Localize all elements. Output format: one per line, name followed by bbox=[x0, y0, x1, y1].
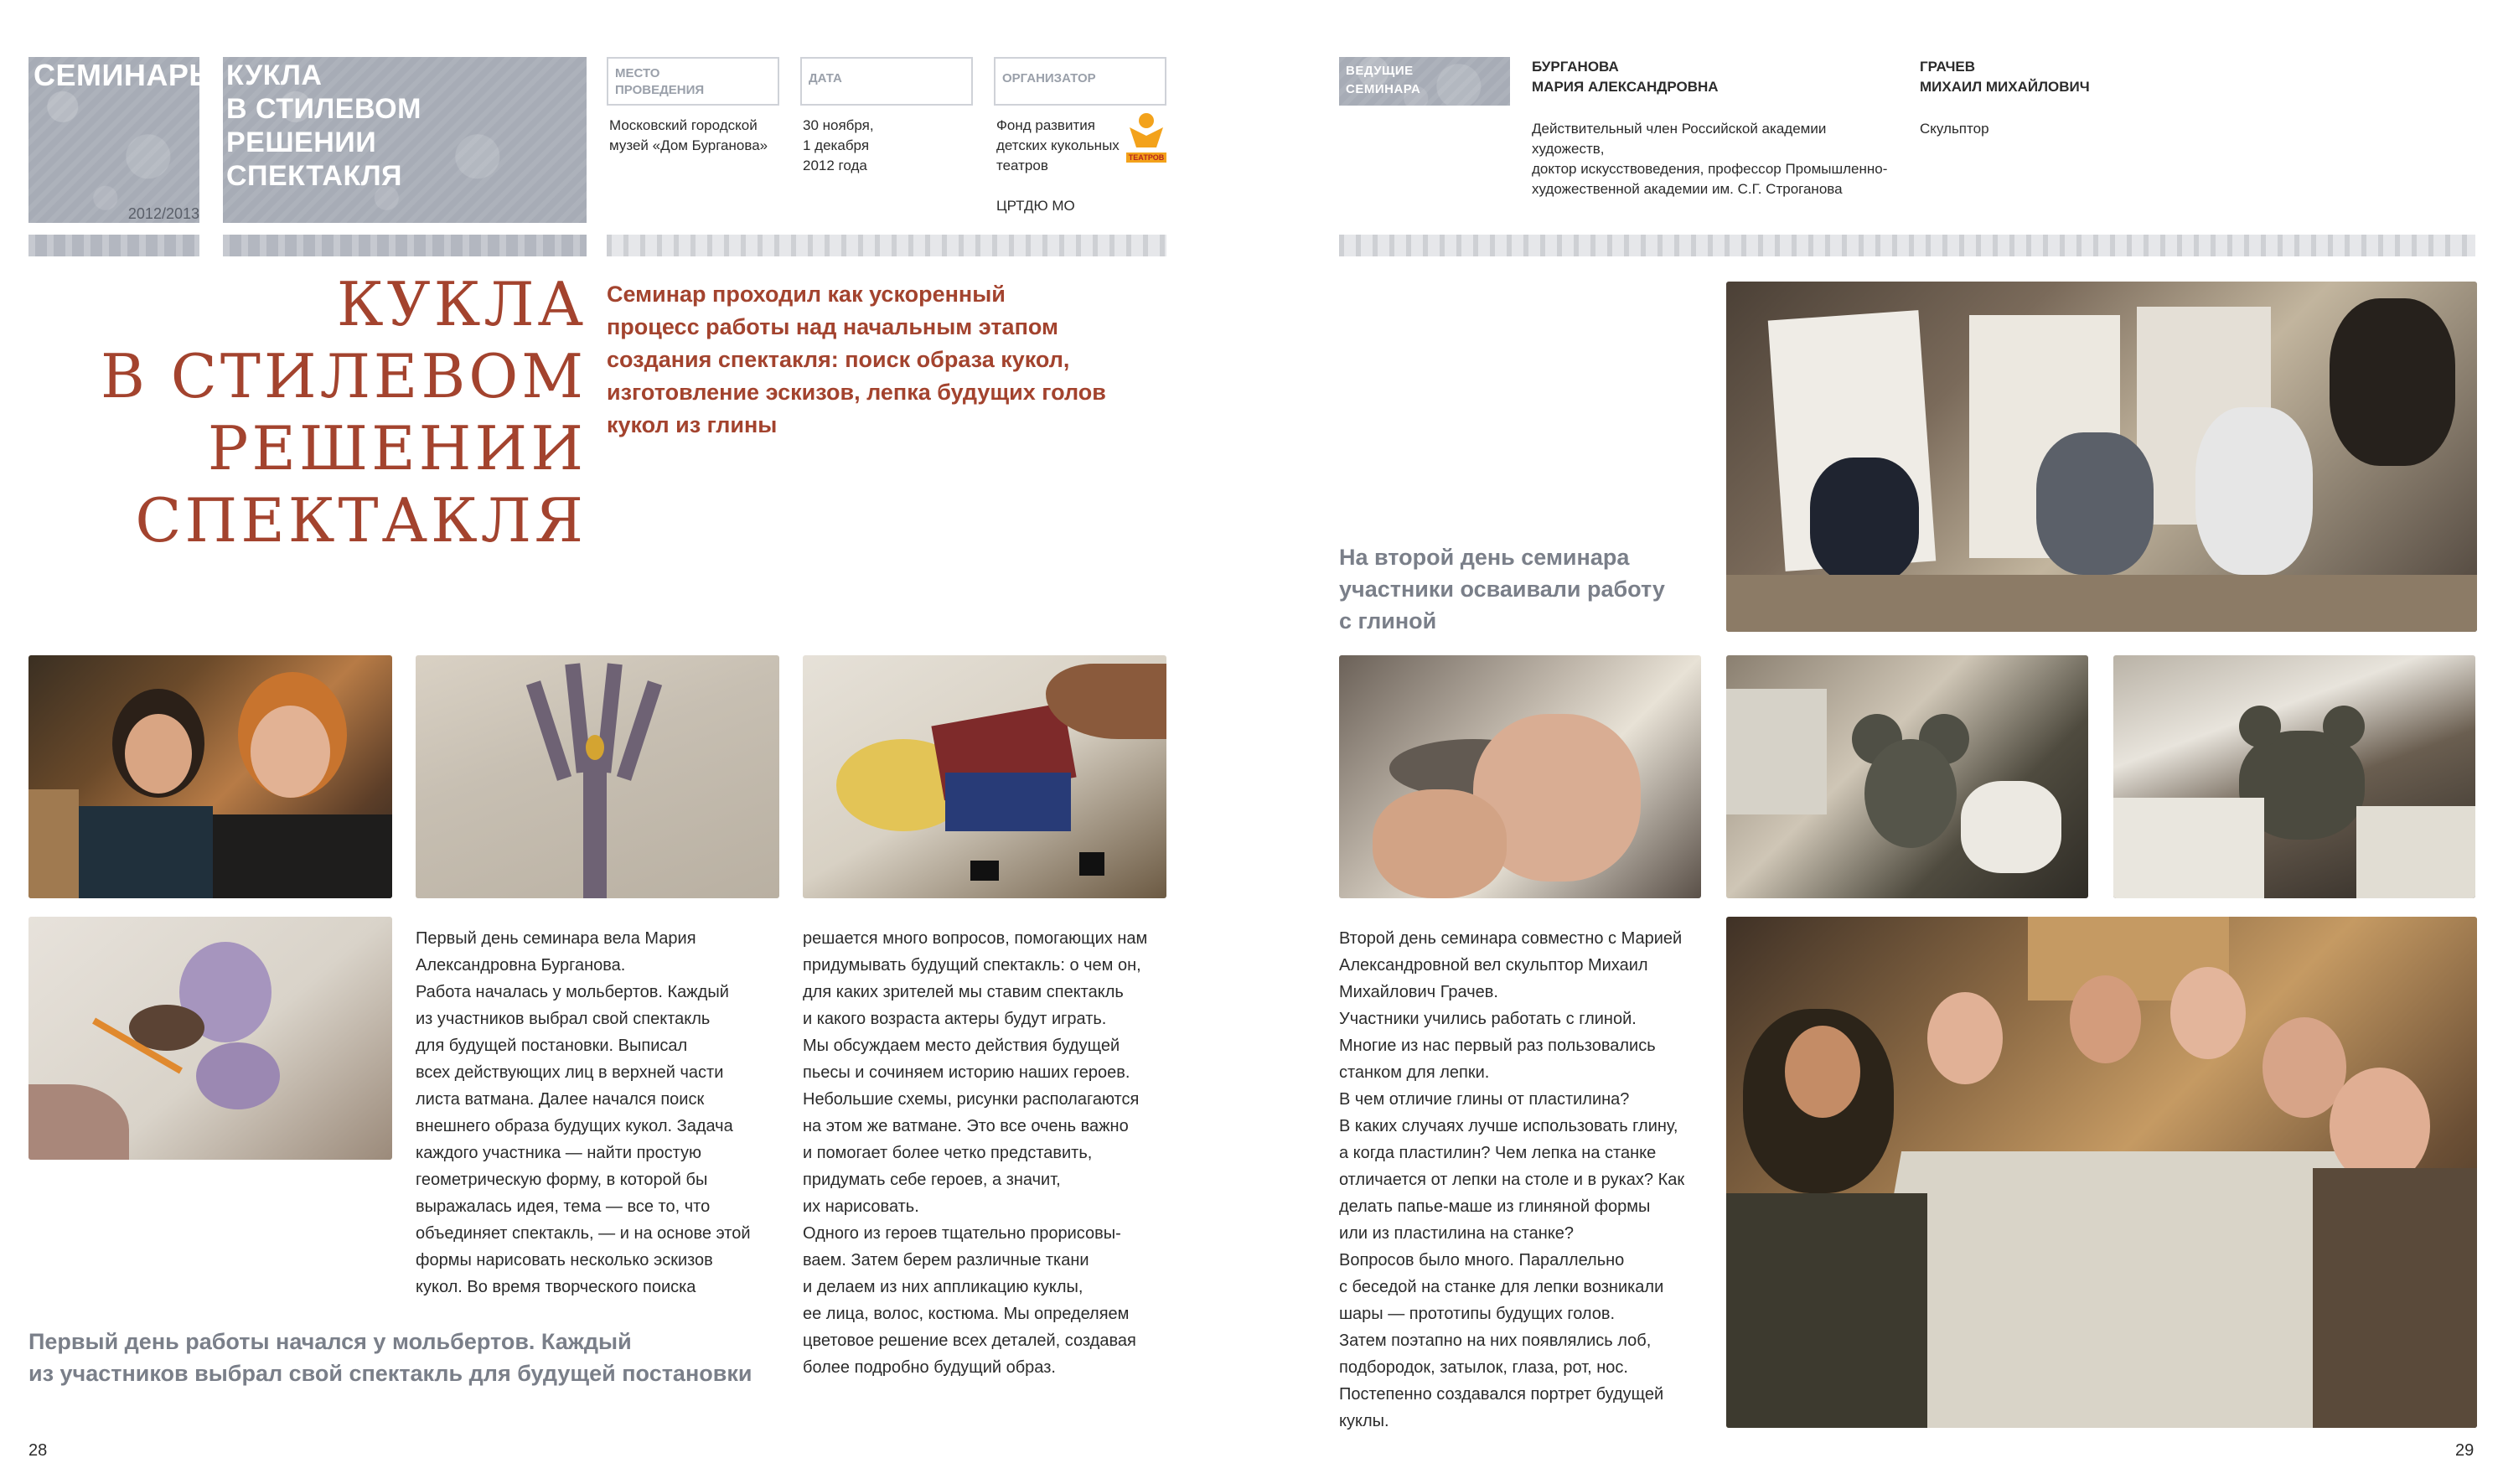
body-line: ее лица, волос, костюма. Мы определяем bbox=[803, 1305, 1130, 1323]
main-title bbox=[50, 268, 587, 556]
venue-text bbox=[609, 116, 768, 156]
caption-left bbox=[28, 1326, 783, 1389]
lead-line: создания спектакля: поиск образа кукол, bbox=[607, 347, 1070, 372]
main-title-line-4: СПЕКТАКЛЯ bbox=[135, 485, 587, 556]
body-column-1 bbox=[416, 925, 784, 1300]
ornament-strip-3 bbox=[607, 235, 1166, 256]
body-line: Александровной вел скульптор Михаил bbox=[1339, 956, 1648, 975]
body-line: внешнего образа будущих кукол. Задача bbox=[416, 1117, 733, 1135]
body-line: формы нарисовать несколько эскизов bbox=[416, 1251, 713, 1269]
body-line: шары — прототипы будущих голов. bbox=[1339, 1305, 1616, 1323]
body-line: Многие из нас первый раз пользовались bbox=[1339, 1037, 1656, 1055]
photo-tree-collage bbox=[416, 655, 779, 898]
body-line: листа ватмана. Далее начался поиск bbox=[416, 1090, 705, 1109]
body-line: выражалась идея, тема — все то, что bbox=[416, 1197, 711, 1216]
body-line: Второй день семинара совместно с Марией bbox=[1339, 929, 1683, 948]
leader-2-name-1: ГРАЧЕВ bbox=[1920, 59, 1976, 75]
leader-2 bbox=[1920, 57, 2288, 139]
body-line: отличается от лепки на столе и в руках? Как bbox=[1339, 1171, 1685, 1189]
body-line: и помогает более четко представить, bbox=[803, 1144, 1093, 1162]
date-text-line-3: 2012 года bbox=[803, 158, 867, 173]
main-title-line-3: РЕШЕНИИ bbox=[207, 413, 587, 483]
lead-line: Семинар проходил как ускоренный bbox=[607, 282, 1006, 307]
date-label: ДАТА bbox=[809, 71, 842, 85]
lead-line: изготовление эскизов, лепка будущих голов bbox=[607, 380, 1106, 405]
section-block bbox=[28, 57, 220, 223]
body-line: и делаем из них аппликацию куклы, bbox=[803, 1278, 1083, 1296]
photo-clay-frog bbox=[2113, 655, 2475, 898]
body-line: Участники учились работать с глиной. bbox=[1339, 1010, 1637, 1028]
title-block-line-2: В СТИЛЕВОМ bbox=[226, 93, 421, 125]
caption-right-line-2: участники осваивали работу bbox=[1339, 577, 1665, 602]
body-line: и какого возраста актеры будут играть. bbox=[803, 1010, 1107, 1028]
body-line: Первый день семинара вела Мария bbox=[416, 929, 696, 948]
body-line: или из пластилина на станке? bbox=[1339, 1224, 1575, 1243]
leader-2-name-2: МИХАИЛ МИХАЙЛОВИЧ bbox=[1920, 79, 2090, 95]
body-line: из участников выбрал свой спектакль bbox=[416, 1010, 711, 1028]
photo-fabric-applique bbox=[803, 655, 1166, 898]
body-line: подбородок, затылок, глаза, рот, нос. bbox=[1339, 1358, 1628, 1377]
body-line: Вопросов было много. Параллельно bbox=[1339, 1251, 1625, 1269]
body-line: Александровна Бурганова. bbox=[416, 956, 626, 975]
date-label-box bbox=[800, 57, 973, 106]
body-line: делать папье-маше из глиняной формы bbox=[1339, 1197, 1651, 1216]
venue-label-1: МЕСТО bbox=[615, 66, 660, 80]
body-line: Постепенно создавался портрет будущей bbox=[1339, 1385, 1664, 1404]
date-text-line-1: 30 ноября, bbox=[803, 117, 874, 133]
leaders-block bbox=[1339, 57, 1510, 106]
body-column-2 bbox=[803, 925, 1171, 1381]
body-line: с беседой на станке для лепки возникали bbox=[1339, 1278, 1664, 1296]
main-title-line-2: В СТИЛЕВОМ bbox=[101, 341, 587, 411]
organizer-text-line-3: театров bbox=[996, 158, 1048, 173]
organizer-label: ОРГАНИЗАТОР bbox=[1002, 71, 1096, 85]
organizer-text bbox=[996, 116, 1120, 216]
leader-1-desc-2: доктор искусствоведения, профессор Промышленно- bbox=[1532, 161, 1888, 177]
logo-text: ТЕАТРОВ bbox=[1128, 153, 1165, 162]
leaders-label-1: ВЕДУЩИЕ bbox=[1346, 64, 1414, 78]
leader-1-desc-3: художественной академии им. С.Г. Строганова bbox=[1532, 181, 1843, 197]
ornament-strip-1 bbox=[28, 235, 199, 256]
caption-right-line-3: с глиной bbox=[1339, 608, 1437, 633]
date-text bbox=[803, 116, 874, 176]
date-text-line-2: 1 декабря bbox=[803, 137, 870, 153]
lead-line: кукол из глины bbox=[607, 412, 778, 437]
ornament-strip-4 bbox=[1339, 235, 2475, 256]
body-line: на этом же ватмане. Это все очень важно bbox=[803, 1117, 1129, 1135]
leader-1-desc-1: Действительный член Российской академии художеств, bbox=[1532, 121, 1827, 157]
lead-line: процесс работы над начальным этапом bbox=[607, 314, 1058, 339]
body-line: Работа началась у мольбертов. Каждый bbox=[416, 983, 729, 1001]
title-block-line-3: РЕШЕНИИ bbox=[226, 127, 377, 158]
body-line: придумывать будущий спектакль: о чем он, bbox=[803, 956, 1141, 975]
body-line: куклы. bbox=[1339, 1412, 1389, 1430]
body-line: для будущей постановки. Выписал bbox=[416, 1037, 688, 1055]
leader-1-name-2: МАРИЯ АЛЕКСАНДРОВНА bbox=[1532, 79, 1719, 95]
body-line: станком для лепки. bbox=[1339, 1063, 1490, 1082]
section-year: 2012/2013 bbox=[127, 205, 199, 222]
ornament-strip-2 bbox=[223, 235, 587, 256]
body-line: а когда пластилин? Чем лепка на станке bbox=[1339, 1144, 1657, 1162]
photo-butterfly-sketch bbox=[28, 917, 392, 1160]
photo-drawing-at-easels bbox=[1726, 282, 2477, 632]
leader-2-desc: Скульптор bbox=[1920, 121, 1989, 137]
organizer-text-line-4: ЦРТДЮ МО bbox=[996, 198, 1075, 214]
page-number-left: 28 bbox=[28, 1441, 48, 1460]
body-line: В каких случаях лучше использовать глину, bbox=[1339, 1117, 1678, 1135]
photo-hands-clay bbox=[1339, 655, 1701, 898]
title-block-line-1: КУКЛА bbox=[226, 59, 323, 91]
title-block bbox=[223, 57, 587, 223]
leader-1 bbox=[1532, 57, 1901, 199]
caption-left-line-1: Первый день работы начался у мольбертов. Каждый bbox=[28, 1329, 632, 1354]
body-line: кукол. Во время творческого поиска bbox=[416, 1278, 696, 1296]
body-line: придумать себе героев, а значит, bbox=[803, 1171, 1061, 1189]
venue-text-line-1: Московский городской bbox=[609, 117, 758, 133]
body-line: пьесы и сочиняем историю наших героев. bbox=[803, 1063, 1130, 1082]
caption-left-line-2: из участников выбрал свой спектакль для будущей постановки bbox=[28, 1361, 752, 1386]
organizer-text-line-2: детских кукольных bbox=[996, 137, 1120, 153]
lead-paragraph bbox=[607, 278, 1177, 442]
body-line: для каких зрителей мы ставим спектакль bbox=[803, 983, 1124, 1001]
body-line: В чем отличие глины от пластилина? bbox=[1339, 1090, 1630, 1109]
venue-label-2: ПРОВЕДЕНИЯ bbox=[615, 83, 705, 97]
body-line: ваем. Затем берем различные ткани bbox=[803, 1251, 1089, 1269]
body-line: всех действующих лиц в верхней части bbox=[416, 1063, 724, 1082]
page-number-right: 29 bbox=[2455, 1441, 2475, 1460]
venue-text-line-2: музей «Дом Бурганова» bbox=[609, 137, 768, 153]
leader-1-name-1: БУРГАНОВА bbox=[1532, 59, 1619, 75]
organizer-text-line-1: Фонд развития bbox=[996, 117, 1095, 133]
body-line: Затем поэтапно на них появлялись лоб, bbox=[1339, 1331, 1652, 1350]
body-line: Михайлович Грачев. bbox=[1339, 983, 1498, 1001]
body-line: Небольшие схемы, рисунки располагаются bbox=[803, 1090, 1140, 1109]
caption-right bbox=[1339, 541, 1725, 637]
body-column-3 bbox=[1339, 925, 1716, 1435]
organizer-label-box bbox=[994, 57, 1166, 106]
organizer-logo bbox=[1123, 111, 1170, 164]
photo-clay-mouse bbox=[1726, 655, 2088, 898]
body-line: каждого участника — найти простую bbox=[416, 1144, 702, 1162]
body-line: цветовое решение всех деталей, создавая bbox=[803, 1331, 1136, 1350]
body-line: объединяет спектакль, — и на основе этой bbox=[416, 1224, 751, 1243]
body-line: геометрическую форму, в которой бы bbox=[416, 1171, 708, 1189]
body-line: решается много вопросов, помогающих нам bbox=[803, 929, 1148, 948]
photo-two-women bbox=[28, 655, 392, 898]
body-line: Мы обсуждаем место действия будущей bbox=[803, 1037, 1120, 1055]
main-title-line-1: КУКЛА bbox=[336, 269, 587, 339]
title-block-line-4: СПЕКТАКЛЯ bbox=[226, 160, 402, 192]
body-line: более подробно будущий образ. bbox=[803, 1358, 1056, 1377]
photo-group-at-table bbox=[1726, 917, 2477, 1428]
body-line: их нарисовать. bbox=[803, 1197, 919, 1216]
venue-label-box bbox=[607, 57, 779, 106]
section-label: СЕМИНАРЫ bbox=[34, 58, 220, 92]
caption-right-line-1: На второй день семинара bbox=[1339, 545, 1630, 570]
leaders-label-2: СЕМИНАРА bbox=[1346, 82, 1421, 96]
body-line: Одного из героев тщательно прорисовы- bbox=[803, 1224, 1121, 1243]
